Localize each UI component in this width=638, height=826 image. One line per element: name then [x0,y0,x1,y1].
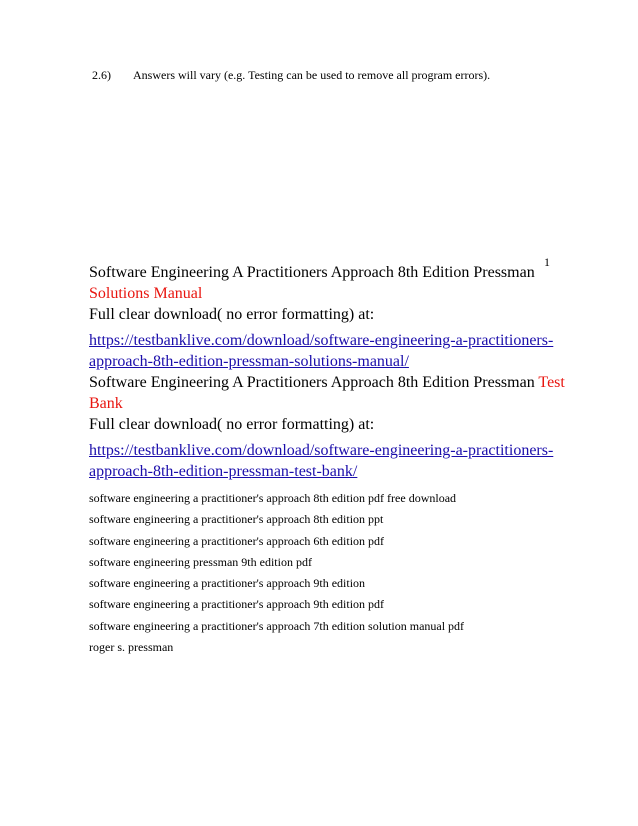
solutions-manual-title [89,262,569,304]
test-bank-highlight-1: Test [538,374,565,391]
solutions-manual-highlight: Solutions Manual [89,285,203,302]
answer-line [92,68,490,83]
keyword-item: software engineering a practitioner's approach 8th edition pdf free download [89,491,457,505]
test-bank-title [89,372,569,414]
keyword-item: software engineering a practitioner's approach 8th edition ppt [89,512,384,527]
solutions-link-line-1[interactable]: https://testbanklive.com/download/software-engineering-a-practitioners- [89,332,554,349]
testbank-download-link[interactable] [89,440,569,482]
solutions-download-link[interactable] [89,330,569,372]
testbank-title-text: Software Engineering A Practitioners Approach 8th Edition Pressman [89,374,535,391]
solutions-download-label: Full clear download( no error formatting) at: [89,306,375,323]
keyword-item: roger s. pressman [89,640,174,655]
promo-content [89,262,569,658]
answer-number: 2.6) [92,68,111,82]
testbank-download-label: Full clear download( no error formatting) at: [89,416,375,433]
solutions-title-text: Software Engineering A Practitioners Approach 8th Edition Pressman [89,264,535,281]
testbank-link-line-2[interactable]: approach-8th-edition-pressman-test-bank/ [89,463,358,480]
keyword-item: software engineering a practitioner's approach 6th edition pdf [89,533,385,548]
solutions-link-line-2[interactable]: approach-8th-edition-pressman-solutions-manual/ [89,353,409,370]
testbank-link-line-1[interactable]: https://testbanklive.com/download/software-engineering-a-practitioners- [89,442,554,459]
keyword-item: software engineering a practitioner's approach 7th edition solution manual pdf [89,618,465,633]
keyword-item: software engineering a practitioner's approach 9th edition pdf [89,597,385,612]
page-number: 1 [544,255,550,269]
keyword-item: software engineering a practitioner's approach 9th edition [89,576,366,591]
test-bank-highlight-2: Bank [89,395,123,412]
answer-text: Answers will vary (e.g. Testing can be used to remove all program errors). [133,68,491,82]
keyword-list [89,488,569,658]
keyword-item: software engineering pressman 9th edition pdf [89,554,312,569]
